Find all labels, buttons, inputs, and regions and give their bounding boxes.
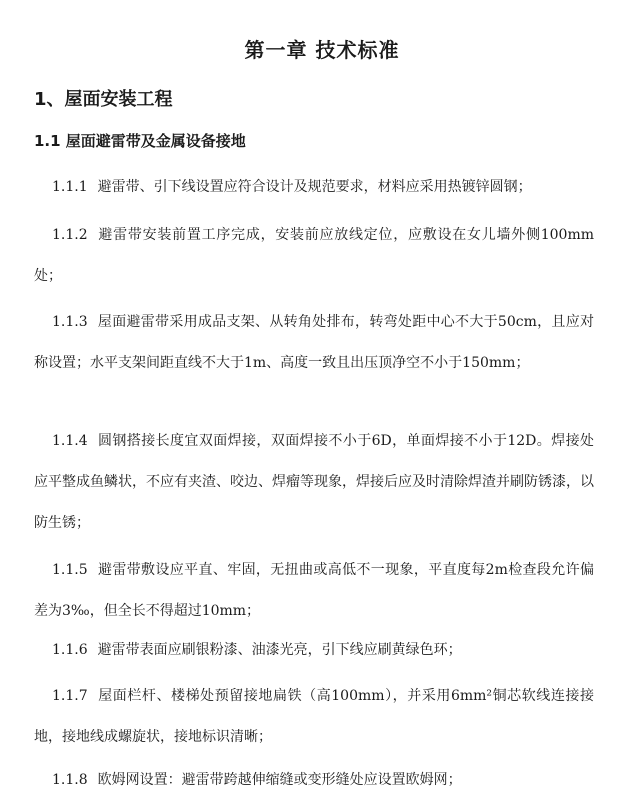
item-text: 欧姆网设置：避雷带跨越伸缩缝或变形缝处应设置欧姆网； [97,772,462,788]
section-title: 1、屋面安装工程 [34,89,173,110]
paragraph-item [34,215,594,297]
item-text: 避雷带、引下线设置应符合设计及规范要求，材料应采用热镀锌圆钢； [97,179,532,195]
item-number: 1.1.5 [52,562,88,578]
item-text: 避雷带安装前置工序完成，安装前应放线定位，应敷设在女儿墙外侧100mm处； [34,227,594,284]
item-number: 1.1.6 [52,642,88,658]
item-number: 1.1.7 [52,688,88,704]
item-text: 圆钢搭接长度宜双面焊接，双面焊接不小于6D，单面焊接不小于12D。焊接处应平整成鱼鳞状，不应有夹渣、咬边、焊瘤等现象，焊接后应及时清除焊渣并刷防锈漆，以防生锈； [34,433,594,531]
chapter-title: 第一章 技术标准 [244,38,400,62]
item-number: 1.1.8 [52,772,88,788]
item-text: 避雷带敷设应平直、牢固，无扭曲或高低不一现象，平直度每2m检查段允许偏差为3‰，但全长不得超过10mm； [34,562,594,619]
paragraph-item [34,302,594,384]
paragraph-item [34,760,594,801]
paragraph-item [34,630,594,671]
item-text: 避雷带表面应刷银粉漆、油漆光亮，引下线应刷黄绿色环； [97,642,462,658]
subsection-title: 1.1 屋面避雷带及金属设备接地 [34,132,246,150]
item-number: 1.1.3 [52,314,88,330]
item-number: 1.1.2 [52,227,88,243]
paragraph-item [34,676,594,758]
item-text: 屋面避雷带采用成品支架、从转角处排布，转弯处距中心不大于50cm，且应对称设置；水平支架间距直线不大于1m、高度一致且出压顶净空不小于150mm； [34,314,594,371]
item-number: 1.1.1 [52,179,88,195]
paragraph-item [34,167,594,208]
item-number: 1.1.4 [52,433,88,449]
paragraph-item [34,550,594,632]
paragraph-item [34,421,594,544]
item-text: 屋面栏杆、楼梯处预留接地扁铁（高100mm），并采用6mm²铜芯软线连接接地，接地线成螺旋状，接地标识清晰； [34,688,594,745]
